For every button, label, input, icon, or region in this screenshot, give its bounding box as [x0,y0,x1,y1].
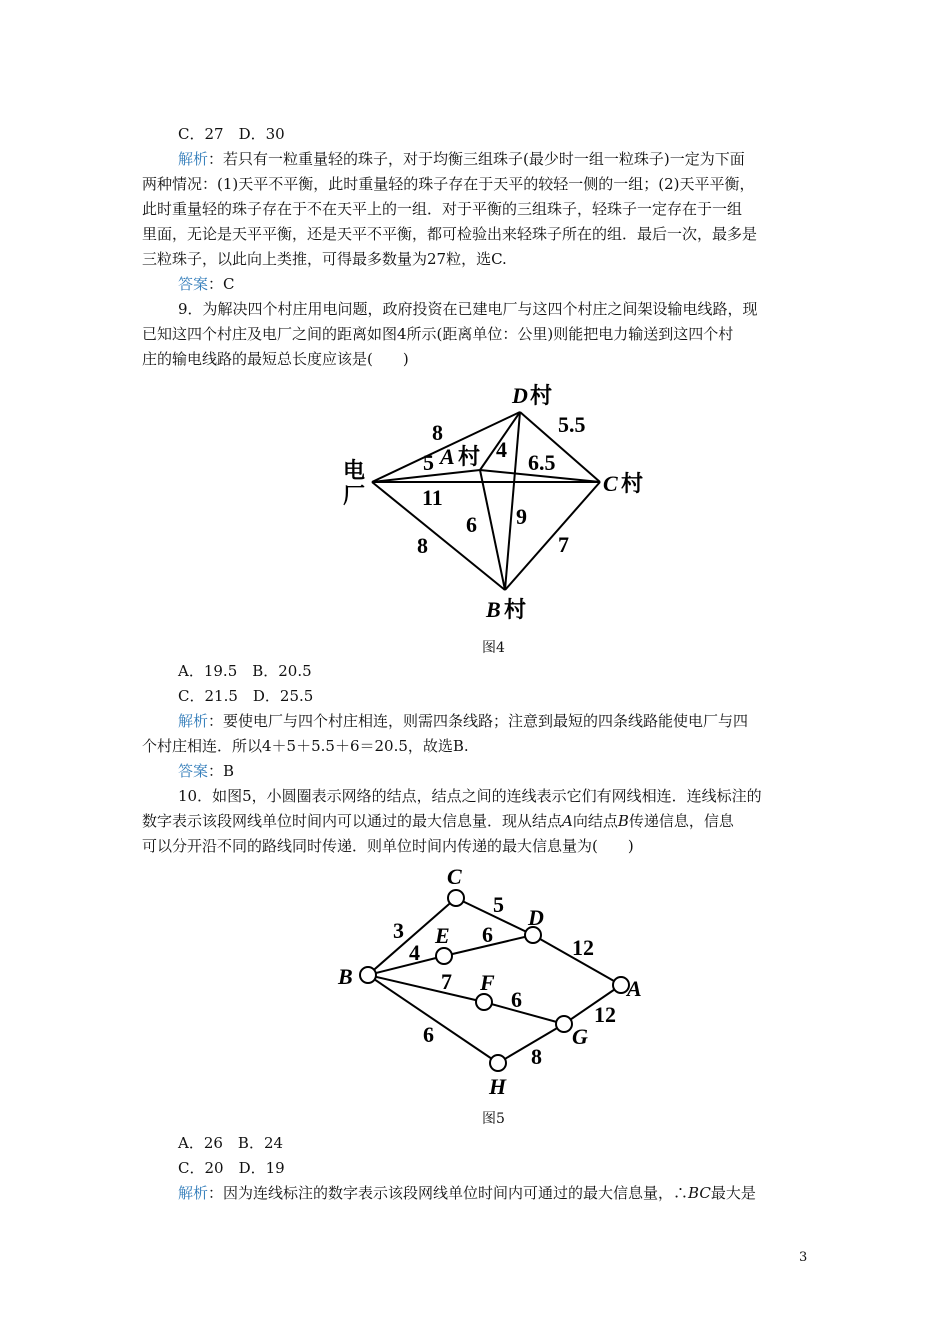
edge-label-b-c: 3 [393,918,404,943]
text-line: 已知这四个村庄及电厂之间的距离如图4所示(距离单位：公里)则能把电力输送到这四个村 [142,325,734,343]
node-g-circle [556,1016,572,1032]
node-c-label: C [603,471,618,496]
answer-label: 答案 [178,762,209,780]
analysis-text: 最大是 [710,1184,756,1202]
node-h-label: H [489,1074,507,1099]
analysis-label: 解析 [178,1184,209,1202]
edge-label-e-d: 6 [482,922,493,947]
edge-label-b-h: 6 [423,1022,434,1047]
edge-label-b-e: 4 [409,940,420,965]
analysis-line [178,1183,756,1203]
edge-label-plant-a: 5 [423,450,434,475]
edge-label-a-d: 4 [496,437,507,462]
answer-label: 答案 [178,275,209,293]
edge-label-d-a: 12 [572,935,594,960]
analysis-text: ：若只有一粒重量轻的珠子，对于均衡三组珠子(最少时一组一粒珠子)一定为下面 [208,150,745,168]
node-e-label: E [435,923,450,948]
answer-text: ：B [208,762,235,780]
edge-label-h-g: 8 [531,1044,542,1069]
text-line: 两种情况：(1)天平不平衡，此时重量轻的珠子存在于天平的较轻一侧的一组；(2)天平平衡， [142,175,755,193]
text-segment: 传递信息，信息 [628,812,734,830]
answer-text: ：C [208,275,235,293]
edge-label-plant-d: 8 [432,420,443,445]
node-b-label: B [486,597,501,622]
text-line: 庄的输电线路的最短总长度应该是( ) [142,350,409,368]
analysis-text: ：要使电厂与四个村庄相连，则需四条线路；注意到最短的四条线路能使电厂与四 [208,712,749,730]
page-number: 3 [799,1250,808,1265]
option-line-c-d: C．27 D．30 [178,125,285,143]
node-b-label: B [338,964,353,989]
option-line-c-d: C．20 D．19 [178,1159,285,1177]
node-d-suffix: 村 [530,383,553,408]
option-line-a-b: A．19.5 B．20.5 [178,662,312,680]
edge-label-a-b: 6 [466,512,477,537]
node-d-label: D [512,383,528,408]
option-line-a-b: A．26 B．24 [178,1134,284,1152]
edge-label-c-d: 5 [493,892,504,917]
option-line-c-d: C．21.5 D．25.5 [178,687,314,705]
node-a-label: A [440,444,455,469]
question-10-line: 10．如图5，小圆圈表示网络的结点，结点之间的连线表示它们有网线相连．连线标注的 [178,787,762,805]
node-a-suffix: 村 [458,444,481,469]
edge-label-d-b: 9 [516,504,527,529]
node-plant-label-2: 厂 [343,483,366,508]
text-line: 三粒珠子，以此向上类推，可得最多数量为27粒，选C. [142,250,507,268]
node-plant-label-1: 电 [343,458,366,483]
text-segment: 向结点 [572,812,618,830]
node-d-label: D [528,905,544,930]
edge-label-c-b: 7 [558,532,569,557]
edge-label-plant-c: 11 [422,485,443,510]
text-line: 此时重量轻的珠子存在于不在天平上的一组．对于平衡的三组珠子，轻珠子一定存在于一组 [142,200,743,218]
node-c-suffix: 村 [621,471,644,496]
text-line: 里面，无论是天平平衡，还是天平不平衡，都可检验出来轻珠子所在的组．最后一次，最多是 [142,225,758,243]
node-b-circle [360,967,376,983]
node-ref-a: A [562,812,573,830]
segment-ref-bc: BC [688,1184,711,1202]
node-a-label: A [627,976,642,1001]
analysis-label: 解析 [178,150,209,168]
node-g-label: G [572,1024,588,1049]
node-h-circle [490,1055,506,1071]
edge-label-b-f: 7 [441,969,452,994]
edge-b-h [368,975,498,1063]
edge-label-a-c: 6.5 [528,450,556,475]
node-c-circle [448,890,464,906]
edge-label-d-c: 5.5 [558,412,586,437]
figure-5-caption: 图5 [482,1111,505,1127]
edge-label-f-g: 6 [511,987,522,1012]
node-e-circle [436,948,452,964]
edge-label-plant-b: 8 [417,533,428,558]
figure-4-caption: 图4 [482,640,505,656]
text-line: 可以分开沿不同的路线同时传递．则单位时间内传递的最大信息量为( ) [142,837,634,855]
node-f-label: F [480,970,495,995]
node-c-label: C [447,864,462,889]
node-ref-b: B [617,812,629,830]
question-9-line: 9．为解决四个村庄用电问题，政府投资在已建电厂与这四个村庄之间架设输电线路，现 [178,300,758,318]
edge-b-f [368,975,484,1002]
text-segment: 数字表示该段网线单位时间内可以通过的最大信息量．现从结点 [142,812,563,830]
text-line: 个村庄相连．所以4＋5＋5.5＋6＝20.5，故选B. [142,737,469,755]
edge-label-g-a: 12 [594,1002,616,1027]
node-b-suffix: 村 [504,597,527,622]
node-f-circle [476,994,492,1010]
analysis-label: 解析 [178,712,209,730]
edge-f-g [484,1002,564,1024]
analysis-text: ：因为连线标注的数字表示该段网线单位时间内可通过的最大信息量，∴ [208,1184,689,1202]
